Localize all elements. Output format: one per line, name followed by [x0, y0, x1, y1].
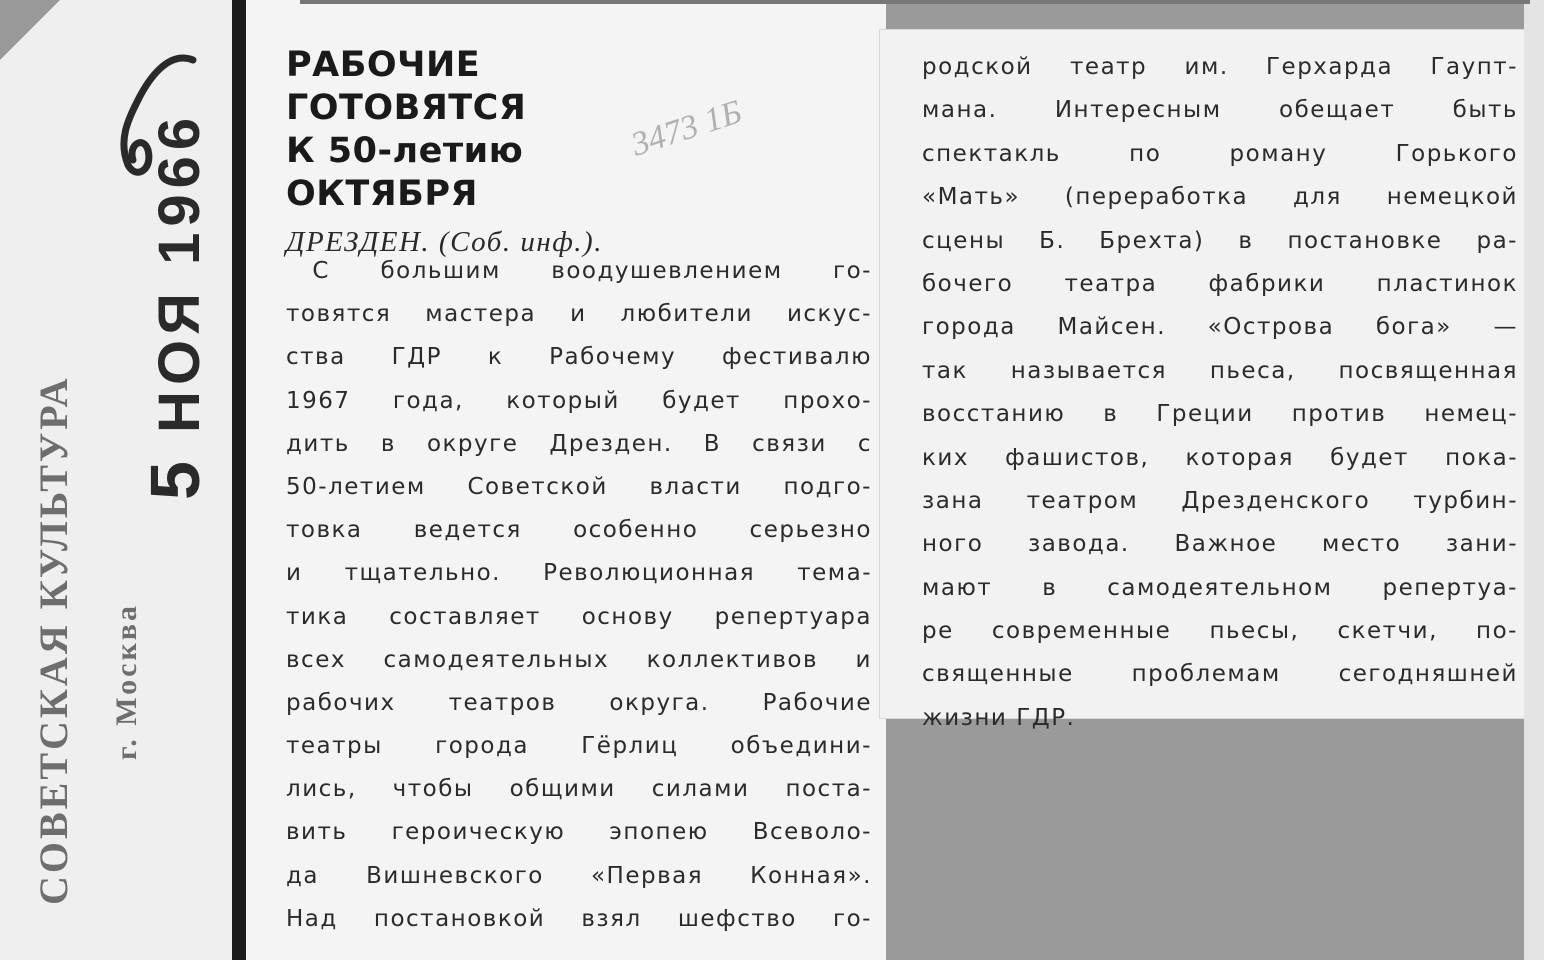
- date-stamp-year: 1966: [147, 111, 212, 265]
- article-word: скетчи,: [1337, 618, 1438, 645]
- headline-line: К 50-летию: [286, 131, 524, 171]
- article-word: так: [922, 357, 968, 384]
- article-word: эпопею: [609, 819, 709, 846]
- article-word: дить: [286, 430, 350, 457]
- article-word: округе: [426, 430, 519, 457]
- article-word: в: [1238, 227, 1254, 254]
- article-word: Интересным: [1054, 97, 1222, 124]
- pencil-note: 3473 1Б: [626, 93, 747, 164]
- article-word: им.: [1184, 54, 1229, 80]
- article-word: завода.: [1027, 531, 1130, 558]
- article-word: го-: [832, 905, 872, 932]
- article-word: большим: [380, 258, 501, 284]
- article-word: Вишневского: [366, 862, 544, 889]
- article-word: общими: [509, 776, 616, 803]
- article-word: прохо-: [783, 387, 872, 414]
- article-word: «Мать»: [922, 184, 1021, 211]
- article-word: Герхарда: [1266, 54, 1394, 80]
- article-word: «Острова: [1207, 314, 1335, 341]
- article-word: Майсен.: [1057, 314, 1166, 341]
- article-word: обещает: [1279, 97, 1396, 124]
- article-word: всех: [286, 646, 346, 673]
- article-word: сегодняшней: [1338, 661, 1518, 688]
- article-word: мают: [922, 574, 993, 601]
- article-line: [286, 552, 872, 595]
- article-column-2: [922, 46, 1518, 740]
- headline-line: ОКТЯБРЯ: [286, 174, 478, 214]
- article-word: рабочих: [286, 689, 396, 716]
- article-word: которая: [1185, 444, 1294, 471]
- article-line: [922, 46, 1518, 89]
- article-line: жизни ГДР.: [922, 704, 1076, 731]
- article-line: [286, 466, 872, 509]
- article-line: [286, 596, 872, 639]
- article-word: «Первая: [590, 862, 704, 889]
- article-word: Гёрлиц: [581, 733, 679, 760]
- date-stamp-month: НОЯ: [147, 287, 212, 433]
- article-word: и: [286, 560, 303, 587]
- article-word: связи: [752, 430, 827, 457]
- article-word: Греции: [1156, 401, 1254, 428]
- article-line: [286, 423, 872, 466]
- article-word: репертуара: [714, 603, 872, 630]
- headline-line: РАБОЧИЕ: [286, 45, 481, 85]
- article-word: Над: [286, 905, 338, 932]
- article-word: ких: [922, 444, 969, 471]
- article-line: [286, 336, 872, 379]
- article-word: —: [1493, 314, 1518, 341]
- article-word: Горького: [1395, 140, 1518, 167]
- article-word: лись,: [286, 776, 357, 803]
- article-word: посвященная: [1338, 357, 1518, 384]
- article-line: [286, 293, 872, 336]
- article-word: немец-: [1424, 401, 1518, 428]
- article-word: ГДР: [391, 344, 442, 371]
- article-word: современные: [991, 618, 1172, 645]
- headline-line: ГОТОВЯТСЯ: [286, 88, 527, 128]
- article-line: [922, 176, 1518, 219]
- article-word: самодеятельных: [383, 646, 610, 673]
- article-word: мана.: [922, 97, 998, 124]
- article-line: [286, 250, 872, 293]
- article-word: Рабочие: [762, 689, 872, 716]
- article-word: театров: [448, 689, 557, 716]
- article-word: турбин-: [1413, 487, 1518, 514]
- article-word: ного: [922, 531, 984, 558]
- article-line: [922, 567, 1518, 610]
- article-word: власти: [649, 473, 742, 500]
- article-word: (переработка: [1064, 184, 1249, 211]
- article-line: [922, 350, 1518, 393]
- top-rule: [300, 0, 1530, 4]
- article-word: поста-: [785, 776, 872, 803]
- article-word: 1967: [286, 387, 351, 414]
- article-word: место: [1322, 531, 1402, 558]
- article-word: Дрезденского: [1181, 487, 1371, 514]
- article-word: театр: [1070, 54, 1148, 80]
- article-line: [922, 306, 1518, 349]
- article-word: спектакль: [922, 140, 1061, 167]
- article-word: быть: [1452, 97, 1518, 124]
- article-word: искус-: [786, 301, 872, 328]
- article-word: против: [1291, 401, 1387, 428]
- article-word: бога»: [1375, 314, 1452, 341]
- article-word: постановке: [1287, 227, 1443, 254]
- article-word: товятся: [286, 301, 392, 328]
- article-word: будет: [662, 387, 741, 414]
- article-word: да: [286, 862, 319, 889]
- article-word: немецкой: [1386, 184, 1518, 211]
- article-word: театры: [286, 733, 383, 760]
- article-word: чтобы: [392, 776, 474, 803]
- article-word: товка: [286, 517, 363, 544]
- article-line: [286, 682, 872, 725]
- article-line: [922, 437, 1518, 480]
- article-word: зана: [922, 487, 984, 514]
- article-word: называется: [1010, 357, 1167, 384]
- article-word: В: [703, 430, 722, 457]
- article-word: любители: [620, 301, 753, 328]
- article-word: взял: [581, 905, 642, 932]
- article-word: сцены: [922, 227, 1006, 254]
- article-word: репертуа-: [1382, 574, 1518, 601]
- right-margin-strip: [1524, 0, 1544, 960]
- article-word: Дрезден.: [549, 430, 673, 457]
- article-word: Б.: [1039, 227, 1066, 254]
- article-word: основу: [581, 603, 674, 630]
- city-stamp: г. Москва: [110, 603, 143, 760]
- article-word: в: [1042, 574, 1058, 601]
- article-line: [922, 220, 1518, 263]
- article-word: бочего: [922, 270, 1014, 297]
- date-stamp-day: 5: [136, 455, 214, 500]
- article-word: восстанию: [922, 401, 1066, 428]
- article-word: к: [487, 344, 504, 371]
- article-word: священные: [922, 661, 1074, 688]
- article-word: пластинок: [1376, 270, 1518, 297]
- article-word: Гаупт-: [1430, 54, 1518, 80]
- article-word: Революционная: [543, 560, 756, 587]
- article-word: постановкой: [373, 905, 546, 932]
- article-word: по-: [1476, 618, 1518, 645]
- article-line: [286, 768, 872, 811]
- article-word: тема-: [797, 560, 872, 587]
- article-line: [286, 811, 872, 854]
- article-word: пока-: [1445, 444, 1518, 471]
- article-word: мастера: [425, 301, 537, 328]
- article-line: [286, 725, 872, 768]
- article-word: зани-: [1445, 531, 1518, 558]
- article-word: и: [855, 646, 872, 673]
- article-word: для: [1292, 184, 1342, 211]
- card-edge-strip: [232, 0, 246, 960]
- article-word: 50-летием: [286, 473, 426, 500]
- article-word: города: [922, 314, 1016, 341]
- article-word: объедини-: [730, 733, 872, 760]
- article-dateline: ДРЕЗДЕН. (Соб. инф.).: [286, 226, 603, 258]
- article-headline: [286, 44, 526, 216]
- article-word: особенно: [573, 517, 699, 544]
- article-word: театра: [1064, 270, 1158, 297]
- article-line: [922, 133, 1518, 176]
- article-line: [922, 653, 1518, 696]
- article-line: [286, 509, 872, 552]
- article-word: ства: [286, 344, 346, 371]
- article-word: года,: [392, 387, 464, 414]
- article-word: роману: [1229, 140, 1328, 167]
- article-word: проблемам: [1131, 661, 1281, 688]
- article-word: Конная».: [750, 862, 872, 889]
- article-line: [922, 393, 1518, 436]
- article-line: [286, 380, 872, 423]
- article-word: пьеса,: [1209, 357, 1296, 384]
- article-word: Всеволо-: [752, 819, 872, 846]
- article-word: го-: [833, 258, 872, 284]
- date-stamp: [135, 112, 215, 500]
- article-word: и: [570, 301, 587, 328]
- article-line: [922, 263, 1518, 306]
- article-word: ре: [922, 618, 954, 645]
- article-line: [286, 855, 872, 898]
- article-word: шефство: [677, 905, 797, 932]
- article-word: коллективов: [646, 646, 819, 673]
- article-word: ра-: [1476, 227, 1518, 254]
- article-word: в: [380, 430, 396, 457]
- article-word: который: [506, 387, 620, 414]
- article-word: театром: [1026, 487, 1139, 514]
- article-word: в: [1103, 401, 1119, 428]
- article-word: с: [857, 430, 872, 457]
- article-word: тика: [286, 603, 349, 630]
- article-word: составляет: [389, 603, 541, 630]
- article-word: силами: [651, 776, 750, 803]
- article-word: будет: [1330, 444, 1409, 471]
- article-word: по: [1129, 140, 1162, 167]
- article-word: героическую: [391, 819, 566, 846]
- article-word: фестивалю: [721, 344, 872, 371]
- article-word: Рабочему: [549, 344, 677, 371]
- article-word: пьесы,: [1209, 618, 1300, 645]
- article-word: вить: [286, 819, 348, 846]
- article-word: Брехта): [1099, 227, 1205, 254]
- article-line: [922, 523, 1518, 566]
- article-line: [922, 480, 1518, 523]
- article-word: Советской: [467, 473, 608, 500]
- article-word: Важное: [1174, 531, 1278, 558]
- article-word: воодушевлением: [551, 258, 783, 284]
- article-word: фашистов,: [1005, 444, 1150, 471]
- article-word: города: [435, 733, 529, 760]
- article-line: [286, 898, 872, 941]
- newspaper-name-stamp: СОВЕТСКАЯ КУЛЬТУРА: [31, 375, 76, 905]
- article-word: серьезно: [749, 517, 872, 544]
- article-word: округа.: [609, 689, 710, 716]
- article-word: фабрики: [1208, 270, 1326, 297]
- article-column-1: [286, 250, 872, 941]
- article-line: [922, 89, 1518, 132]
- article-word: подго-: [783, 473, 872, 500]
- article-line: [286, 639, 872, 682]
- article-word: ведется: [413, 517, 522, 544]
- article-word: самодеятельном: [1107, 574, 1333, 601]
- article-word: С: [286, 258, 330, 284]
- article-word: родской: [922, 54, 1033, 80]
- article-line: [922, 610, 1518, 653]
- article-word: тщательно.: [344, 560, 501, 587]
